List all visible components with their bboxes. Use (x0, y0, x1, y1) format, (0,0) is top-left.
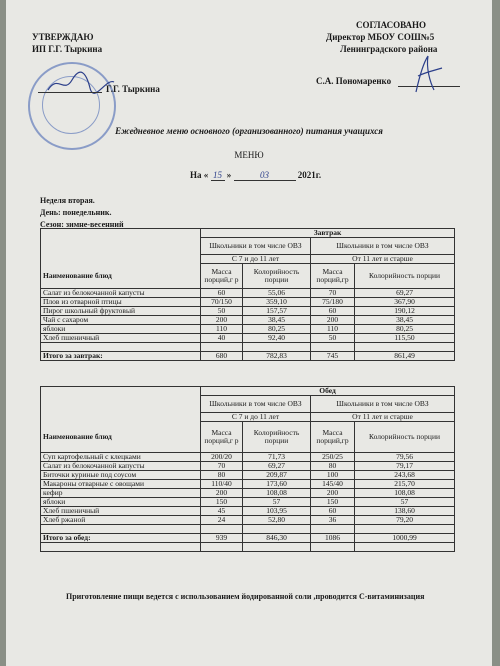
lunch-dish-name: Суп картофельный с клецками (41, 453, 201, 462)
date-mid: » (226, 170, 232, 180)
breakfast-calories-11-plus: 190,12 (355, 307, 455, 316)
lunch-row (41, 516, 455, 525)
breakfast-col-mass2: Масса порций,гр (311, 264, 355, 289)
breakfast-row (41, 334, 455, 343)
breakfast-mass-7-11: 110 (201, 325, 243, 334)
breakfast-mass-11-plus: 75/180 (311, 298, 355, 307)
breakfast-row (41, 289, 455, 298)
lunch-calories-11-plus: 108,08 (355, 489, 455, 498)
footer-note: Приготовление пищи ведется с использованием йодированной соли ,проводится С-витаминизация (66, 592, 425, 601)
lunch-calories-7-11: 71,73 (243, 453, 311, 462)
breakfast-dish-name: яблоки (41, 325, 201, 334)
breakfast-calories-7-11: 38,45 (243, 316, 311, 325)
lunch-mass-7-11: 200 (201, 489, 243, 498)
lunch-calories-11-plus: 79,17 (355, 462, 455, 471)
date-year: 2021г. (297, 170, 322, 180)
lunch-calories-7-11: 103,95 (243, 507, 311, 516)
lunch-mass-11-plus: 200 (311, 489, 355, 498)
lunch-row (41, 507, 455, 516)
director-signature (410, 54, 444, 94)
lunch-col-cal2: Колорийность порции (355, 422, 455, 453)
approver-sign-line (38, 92, 102, 93)
lunch-mass-7-11: 45 (201, 507, 243, 516)
breakfast-age1: С 7 и до 11 лет (201, 255, 311, 264)
breakfast-table (40, 228, 455, 361)
breakfast-group1: Школьники в том числе ОВЗ (201, 238, 311, 255)
lunch-mass-11-plus: 145/40 (311, 480, 355, 489)
approver-name: ИП Г.Г. Тыркина (32, 44, 103, 54)
lunch-mass-11-plus: 36 (311, 516, 355, 525)
lunch-row (41, 471, 455, 480)
lunch-mass-11-plus: 100 (311, 471, 355, 480)
lunch-calories-11-plus: 79,20 (355, 516, 455, 525)
breakfast-mass-7-11: 200 (201, 316, 243, 325)
lunch-mass-7-11: 70 (201, 462, 243, 471)
lunch-mass-7-11: 80 (201, 471, 243, 480)
breakfast-mass-7-11: 60 (201, 289, 243, 298)
lunch-dish-name: Хлеб ржаной (41, 516, 201, 525)
breakfast-dish-name: Хлеб пшеничный (41, 334, 201, 343)
director-name: С.А. Пономаренко (316, 76, 392, 86)
lunch-mass-7-11: 150 (201, 498, 243, 507)
lunch-calories-7-11: 69,27 (243, 462, 311, 471)
lunch-mass-11-plus: 60 (311, 507, 355, 516)
date-prefix: На « (190, 170, 209, 180)
lunch-total-cal: 846,30 (243, 534, 311, 543)
breakfast-calories-11-plus: 367,90 (355, 298, 455, 307)
menu-heading: МЕНЮ (234, 150, 264, 160)
breakfast-age2: От 11 лет и старше (311, 255, 455, 264)
week-label: Неделя вторая. (40, 196, 95, 205)
lunch-dish-name: яблоки (41, 498, 201, 507)
lunch-mass-11-plus: 80 (311, 462, 355, 471)
breakfast-row (41, 316, 455, 325)
date-month: 03 (234, 170, 296, 181)
lunch-mass-11-plus: 150 (311, 498, 355, 507)
lunch-age1: С 7 и до 11 лет (201, 413, 311, 422)
lunch-mass-7-11: 110/40 (201, 480, 243, 489)
date-day: 15 (211, 170, 225, 181)
breakfast-total-cal: 782,83 (243, 352, 311, 361)
breakfast-row (41, 325, 455, 334)
breakfast-calories-11-plus: 80,25 (355, 325, 455, 334)
director-position: Директор МБОУ СОШ№5 (326, 32, 435, 42)
agreed-label: СОГЛАСОВАНО (356, 20, 427, 30)
breakfast-calories-7-11: 92,40 (243, 334, 311, 343)
breakfast-mass-7-11: 50 (201, 307, 243, 316)
breakfast-mass-7-11: 70/150 (201, 298, 243, 307)
breakfast-mass-11-plus: 200 (311, 316, 355, 325)
lunch-group2: Школьники в том числе ОВЗ (311, 396, 455, 413)
breakfast-calories-11-plus: 115,50 (355, 334, 455, 343)
lunch-calories-11-plus: 57 (355, 498, 455, 507)
breakfast-calories-7-11: 80,25 (243, 325, 311, 334)
lunch-group1: Школьники в том числе ОВЗ (201, 396, 311, 413)
lunch-total-label: Итого за обед: (41, 534, 201, 543)
approve-label: УТВЕРЖДАЮ (32, 32, 94, 42)
approver-sign-name: Г.Г. Тыркина (106, 84, 160, 94)
lunch-mass-7-11: 200/20 (201, 453, 243, 462)
breakfast-mass-11-plus: 50 (311, 334, 355, 343)
breakfast-calories-11-plus: 38,45 (355, 316, 455, 325)
breakfast-calories-7-11: 55,06 (243, 289, 311, 298)
lunch-dish-name: Биточки куриные под соусом (41, 471, 201, 480)
lunch-total-cal2: 1000,99 (355, 534, 455, 543)
lunch-col-mass: Масса порций,г р (201, 422, 243, 453)
lunch-row (41, 462, 455, 471)
lunch-calories-11-plus: 79,56 (355, 453, 455, 462)
director-district: Ленинградского района (340, 44, 438, 54)
lunch-calories-7-11: 108,08 (243, 489, 311, 498)
breakfast-total-cal2: 861,49 (355, 352, 455, 361)
breakfast-col-mass: Масса порций,г р (201, 264, 243, 289)
breakfast-title: Завтрак (201, 229, 455, 238)
breakfast-col-name: Наименование блюд (41, 264, 201, 289)
breakfast-mass-11-plus: 110 (311, 325, 355, 334)
breakfast-dish-name: Плов из отварной птицы (41, 298, 201, 307)
breakfast-mass-11-plus: 70 (311, 289, 355, 298)
lunch-total-mass2: 1086 (311, 534, 355, 543)
lunch-col-mass2: Масса порций,гр (311, 422, 355, 453)
breakfast-calories-7-11: 157,57 (243, 307, 311, 316)
breakfast-dish-name: Салат из белокочанной капусты (41, 289, 201, 298)
lunch-mass-11-plus: 250/25 (311, 453, 355, 462)
lunch-dish-name: Хлеб пшеничный (41, 507, 201, 516)
breakfast-total-label: Итого за завтрак: (41, 352, 201, 361)
breakfast-row (41, 298, 455, 307)
document-title: Ежедневное меню основного (организованного) питания учащихся (115, 126, 383, 136)
date-line (190, 170, 321, 181)
season-label: Сезон: зимне-весенний (40, 220, 124, 229)
lunch-dish-name: Салат из белокочанной капусты (41, 462, 201, 471)
document-page (6, 0, 492, 666)
breakfast-row (41, 307, 455, 316)
lunch-row (41, 489, 455, 498)
breakfast-dish-name: Чай с сахаром (41, 316, 201, 325)
lunch-total-mass: 939 (201, 534, 243, 543)
lunch-calories-7-11: 52,80 (243, 516, 311, 525)
lunch-row (41, 453, 455, 462)
breakfast-group2: Школьники в том числе ОВЗ (311, 238, 455, 255)
breakfast-col-cal2: Колорийность порции (355, 264, 455, 289)
breakfast-total-mass: 680 (201, 352, 243, 361)
lunch-row (41, 480, 455, 489)
breakfast-mass-7-11: 40 (201, 334, 243, 343)
lunch-calories-7-11: 209,87 (243, 471, 311, 480)
lunch-calories-7-11: 57 (243, 498, 311, 507)
lunch-title: Обед (201, 387, 455, 396)
breakfast-mass-11-plus: 60 (311, 307, 355, 316)
lunch-dish-name: Макароны отварные с овощами (41, 480, 201, 489)
lunch-age2: От 11 лет и старше (311, 413, 455, 422)
lunch-calories-11-plus: 243,68 (355, 471, 455, 480)
day-label: День: понедельник. (40, 208, 112, 217)
breakfast-calories-7-11: 359,10 (243, 298, 311, 307)
breakfast-calories-11-plus: 69,27 (355, 289, 455, 298)
lunch-mass-7-11: 24 (201, 516, 243, 525)
lunch-calories-11-plus: 138,60 (355, 507, 455, 516)
breakfast-dish-name: Пирог школьный фруктовый (41, 307, 201, 316)
lunch-calories-11-plus: 215,70 (355, 480, 455, 489)
breakfast-total-mass2: 745 (311, 352, 355, 361)
lunch-table (40, 386, 455, 552)
lunch-row (41, 498, 455, 507)
lunch-col-name: Наименование блюд (41, 422, 201, 453)
lunch-calories-7-11: 173,60 (243, 480, 311, 489)
lunch-dish-name: кефир (41, 489, 201, 498)
breakfast-col-cal: Колорийность порции (243, 264, 311, 289)
lunch-col-cal: Колорийность порции (243, 422, 311, 453)
